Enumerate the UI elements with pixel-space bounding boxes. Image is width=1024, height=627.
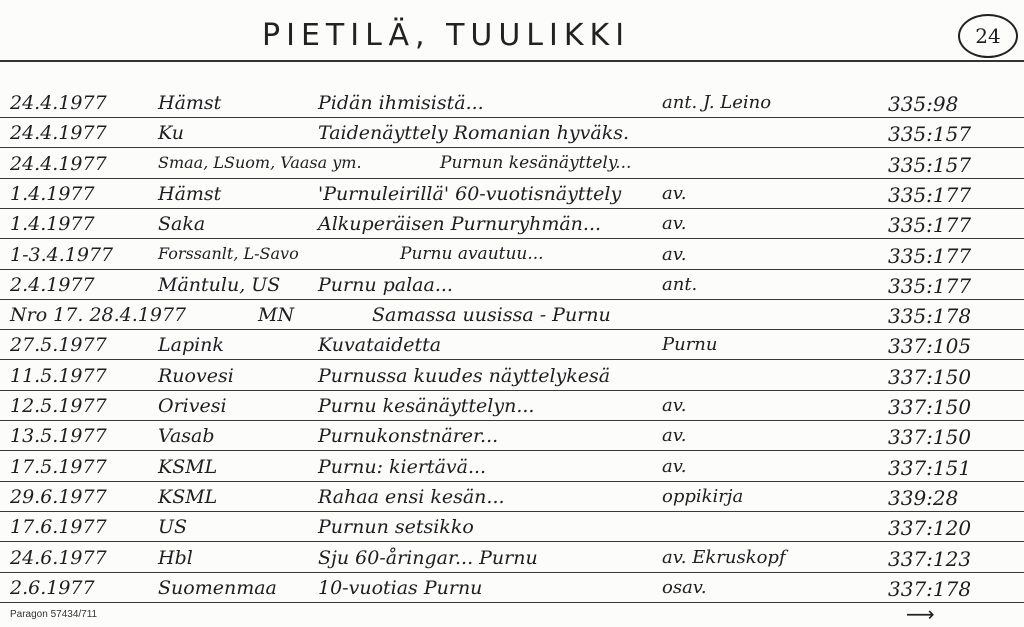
entry-ref: 335:177 xyxy=(888,273,972,298)
card-number-circled: 24 xyxy=(958,14,1018,58)
entry-author: av. Ekruskopf xyxy=(662,546,786,568)
entry-source: Suomenmaa xyxy=(158,576,277,599)
entry-date: 17.6.1977 xyxy=(10,516,107,539)
entry-row xyxy=(0,393,1024,419)
entry-title: Purnun setsikko xyxy=(318,516,474,539)
entry-ref: 337:150 xyxy=(888,364,972,389)
entry-title: Rahaa ensi kesän... xyxy=(318,485,505,508)
entry-row xyxy=(0,90,1024,116)
ruled-line xyxy=(0,602,1024,603)
card-footer: Paragon 57434/711 xyxy=(10,609,98,620)
card-name: PIETILÄ, TUULIKKI xyxy=(262,18,631,53)
entry-row xyxy=(0,211,1024,237)
entry-row xyxy=(0,454,1024,480)
entry-date: 1-3.4.1977 xyxy=(10,243,114,266)
ruled-line xyxy=(0,541,1024,542)
entry-date: 24.6.1977 xyxy=(10,546,107,569)
ruled-line xyxy=(0,572,1024,573)
entry-source: KSML xyxy=(158,455,218,478)
entry-ref: 337:120 xyxy=(888,516,972,541)
ruled-line xyxy=(0,208,1024,209)
entry-date: 11.5.1977 xyxy=(10,364,107,387)
entry-source: Hbl xyxy=(158,546,193,569)
entry-author: av. xyxy=(662,243,687,265)
header-rule xyxy=(0,60,1024,62)
entry-source: Hämst xyxy=(158,182,222,205)
entry-title: Samassa uusissa - Purnu xyxy=(372,304,611,327)
entry-source: Orivesi xyxy=(158,395,227,417)
entry-title: Purnu avautuu... xyxy=(400,243,544,264)
entry-author: av. xyxy=(662,425,687,447)
entry-row xyxy=(0,545,1024,571)
entry-source: Vasab xyxy=(158,425,215,448)
entry-author: av. xyxy=(662,182,687,204)
entry-author: av. xyxy=(662,455,687,477)
entry-row xyxy=(0,423,1024,449)
entry-date: 24.4.1977 xyxy=(10,152,107,175)
entry-title: Purnussa kuudes näyttelykesä xyxy=(318,364,611,387)
entry-date: 1.4.1977 xyxy=(10,213,95,236)
entry-source: Ruovesi xyxy=(158,364,234,387)
ruled-line xyxy=(0,269,1024,270)
entry-date: 12.5.1977 xyxy=(10,395,107,417)
ruled-line xyxy=(0,450,1024,451)
entry-source: Ku xyxy=(158,122,185,145)
entry-row xyxy=(0,302,1024,328)
entry-author: ant. J. Leino xyxy=(662,92,772,113)
entry-title: Alkuperäisen Purnuryhmän... xyxy=(318,213,602,236)
entry-author: Purnu xyxy=(662,334,718,356)
entry-date: 2.6.1977 xyxy=(10,576,95,599)
ruled-line xyxy=(0,238,1024,239)
ruled-line xyxy=(0,481,1024,482)
entry-date: 24.4.1977 xyxy=(10,122,107,145)
entry-row xyxy=(0,181,1024,207)
entry-row xyxy=(0,514,1024,540)
entry-row xyxy=(0,272,1024,298)
entry-source: Saka xyxy=(158,213,206,236)
entry-title: 'Purnuleirillä' 60-vuotisnäyttely xyxy=(318,182,622,205)
entry-date: 1.4.1977 xyxy=(10,182,95,205)
entry-title: Purnukonstnärer... xyxy=(318,425,499,448)
entry-ref: 337:105 xyxy=(888,334,972,359)
continuation-arrow-icon: ⟶ xyxy=(906,602,935,626)
entry-title: Sju 60-åringar... Purnu xyxy=(318,546,538,569)
entry-date: 24.4.1977 xyxy=(10,92,107,114)
entry-author: av. xyxy=(662,395,687,416)
entry-ref: 337:178 xyxy=(888,576,972,601)
entry-ref: 339:28 xyxy=(888,485,959,510)
entry-date: 29.6.1977 xyxy=(10,485,107,508)
entry-ref: 335:157 xyxy=(888,152,972,177)
entry-date: Nro 17. 28.4.1977 xyxy=(10,304,187,327)
entry-ref: 337:150 xyxy=(888,395,972,419)
entry-source: US xyxy=(158,516,188,539)
entry-row xyxy=(0,332,1024,358)
entry-ref: 335:98 xyxy=(888,92,959,116)
entry-author: oppikirja xyxy=(662,485,744,507)
entry-ref: 335:177 xyxy=(888,243,972,268)
entry-source: Lapink xyxy=(158,334,224,357)
entry-author: ant. xyxy=(662,273,698,295)
ruled-line xyxy=(0,390,1024,391)
entry-author: av. xyxy=(662,213,687,235)
entry-ref: 337:150 xyxy=(888,425,972,450)
entry-row xyxy=(0,151,1024,177)
entry-author: osav. xyxy=(662,576,707,598)
entry-title: Taidenäyttely Romanian hyväks. xyxy=(318,122,630,145)
entry-ref: 335:177 xyxy=(888,182,972,207)
entry-source: Smaa, LSuom, Vaasa ym. xyxy=(158,152,362,172)
ruled-line xyxy=(0,511,1024,512)
entry-row xyxy=(0,575,1024,601)
entry-ref: 335:178 xyxy=(888,304,972,329)
entry-row xyxy=(0,484,1024,510)
ruled-line xyxy=(0,299,1024,300)
entry-ref: 337:123 xyxy=(888,546,972,571)
entry-row xyxy=(0,363,1024,389)
ruled-line xyxy=(0,420,1024,421)
entry-source: Forssanlt, L-Savo xyxy=(158,243,299,263)
entry-row xyxy=(0,120,1024,146)
entry-title: Purnu: kiertävä... xyxy=(318,455,487,478)
entry-title: Purnu palaa... xyxy=(318,273,453,296)
entry-title: 10-vuotias Purnu xyxy=(318,576,483,599)
entry-title: Purnu kesänäyttelyn... xyxy=(318,395,535,417)
entry-row xyxy=(0,242,1024,268)
ruled-line xyxy=(0,359,1024,360)
entry-ref: 337:151 xyxy=(888,455,972,480)
entry-date: 27.5.1977 xyxy=(10,334,107,357)
entry-title: Pidän ihmisistä... xyxy=(318,92,484,114)
entry-date: 2.4.1977 xyxy=(10,273,95,296)
entry-source: Hämst xyxy=(158,92,222,114)
ruled-line xyxy=(0,329,1024,330)
ruled-line xyxy=(0,147,1024,148)
entry-ref: 335:157 xyxy=(888,122,972,147)
entry-ref: 335:177 xyxy=(888,213,972,238)
ruled-line xyxy=(0,178,1024,179)
entry-source: MN xyxy=(258,304,295,327)
entry-date: 17.5.1977 xyxy=(10,455,107,478)
entry-source: Mäntulu, US xyxy=(158,273,281,296)
entry-title: Purnun kesänäyttely... xyxy=(440,152,632,173)
entry-title: Kuvataidetta xyxy=(318,334,442,357)
ruled-line xyxy=(0,117,1024,118)
entry-source: KSML xyxy=(158,485,218,508)
entry-date: 13.5.1977 xyxy=(10,425,107,448)
